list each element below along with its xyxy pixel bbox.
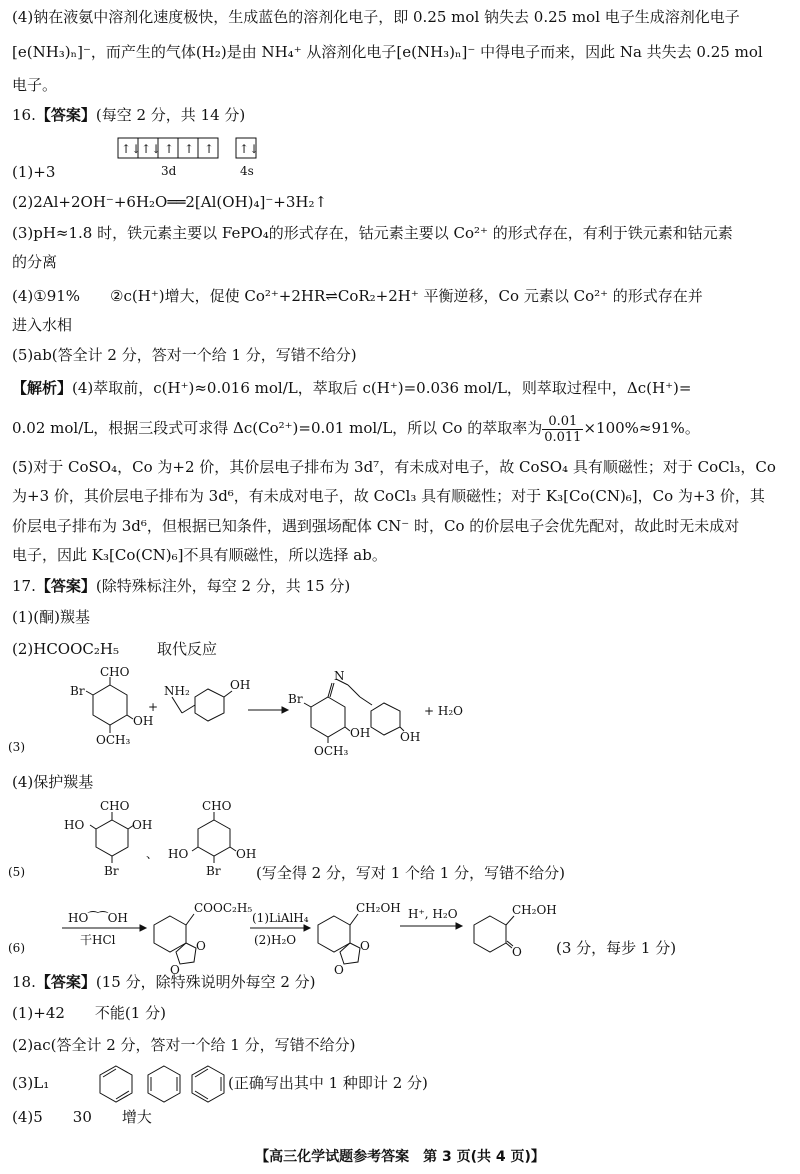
n-label: N: [334, 669, 345, 683]
q17-6-label: (6): [8, 941, 25, 955]
separator: 、: [146, 847, 159, 861]
reagent-lialh4: (1)LiAlH₄: [252, 911, 309, 925]
o-label: O: [196, 939, 206, 953]
step3-arrow: [400, 923, 462, 929]
reagent-water: (2)H₂O: [254, 933, 297, 947]
cyclohexadiene-ring: [100, 1066, 132, 1102]
orbital-3d-arrow: ↑: [184, 142, 195, 156]
oh-label: OH: [236, 847, 257, 861]
q16-p1: (1)+3: [12, 163, 56, 181]
oh-label: OH: [400, 730, 421, 744]
q17-answer-tag: 【答案】: [35, 577, 96, 595]
q16-analysis-text: (4)萃取前，c(H⁺)≈0.016 mol/L，萃取后 c(H⁺)=0.036 mol/L，则萃取过程中，Δc(H⁺)=: [72, 379, 692, 397]
oh-label: OH: [133, 714, 154, 728]
q17-header: [12, 575, 350, 597]
o-label: O: [170, 963, 180, 977]
isomer-2: [192, 812, 236, 863]
reagent-acid-water: H⁺, H₂O: [408, 907, 458, 921]
q16-p5: (5)ab(答全计 2 分，答对一个给 1 分，写错不给分): [12, 346, 357, 364]
q16-p4b: 进入水相: [12, 316, 73, 334]
orbital-3d-arrow: ↑: [164, 142, 175, 156]
q18-p4-b: 30: [72, 1108, 92, 1126]
o-label: O: [334, 963, 344, 977]
q17-p4: (4)保护羰基: [12, 773, 94, 791]
o-label: O: [360, 939, 370, 953]
oh-label: OH: [230, 678, 251, 692]
orbital-3d-arrow: ↑: [204, 142, 215, 156]
och3-label: OCH₃: [96, 733, 131, 747]
q16-analysis-line1: [12, 377, 691, 399]
q17-3-label: (3): [8, 740, 25, 754]
orbital-4s-arrow: ↑↓: [239, 142, 260, 156]
q18-number: 18.: [12, 973, 36, 991]
q18-p4-c: 增大: [121, 1108, 152, 1126]
q18-p2: (2)ac(答全计 2 分，答对一个给 1 分，写错不给分): [12, 1036, 356, 1054]
q15-4-line1: (4)钠在液氨中溶剂化速度极快，生成蓝色的溶剂化电子，即 0.25 mol 钠失去 0.25 mol 电子生成溶剂化电子: [12, 8, 740, 26]
q16-p4a: (4)①91% ②c(H⁺)增大，促使 Co²⁺+2HR⇌CoR₂+2H⁺ 平衡逆移，Co 元素以 Co²⁺ 的形式存在并: [12, 287, 703, 305]
q16-analysis-line3: (5)对于 CoSO₄，Co 为+2 价，其价层电子排布为 3d⁷，有未成对电子，故 CoSO₄ 具有顺磁性；对于 CoCl₃，Co: [12, 458, 776, 476]
cho-label: CHO: [100, 665, 130, 679]
reagent-dry-hcl: 干HCl: [80, 933, 116, 947]
q15-4-line2: [e(NH₃)ₙ]⁻，而产生的气体(H₂)是由 NH₄⁺ 从溶剂化电子[e(NH₃)ₙ]⁻ 中得电子而来，因此 Na 共失去 0.25 mol: [12, 43, 763, 61]
orbital-diagram: [0, 0, 800, 200]
nh2-label: NH₂: [164, 684, 190, 698]
oh-label: OH: [350, 726, 371, 740]
q17-header-text: (除特殊标注外，每空 2 分，共 15 分): [95, 577, 351, 595]
q16-analysis-text: ×100%≈91%。: [583, 419, 700, 437]
q17-number: 17.: [12, 577, 36, 595]
q16-number: 16.: [12, 106, 36, 124]
cho-label: CHO: [100, 799, 130, 813]
q18-p4-a: (4)5: [12, 1108, 43, 1126]
extraction-rate-fraction: [542, 414, 583, 445]
q17-5-label: (5): [8, 865, 25, 879]
fraction-denominator: 0.011: [544, 429, 582, 445]
br-label: Br: [206, 864, 221, 878]
orbital-4s-label: 4s: [240, 164, 254, 178]
ho-label: HO: [168, 847, 189, 861]
q17-p2-formula: (2)HCOOC₂H₅: [12, 640, 119, 658]
water-label: + H₂O: [424, 704, 463, 718]
intermediate-ester-ketal: [154, 914, 196, 964]
q18-p1: [12, 1002, 166, 1024]
orbital-3d-label: 3d: [161, 164, 177, 178]
q16-analysis-tag: 【解析】: [12, 379, 73, 397]
ch2oh-label: CH₂OH: [512, 903, 557, 917]
plus-sign: +: [148, 700, 159, 714]
q16-analysis-text: 0.02 mol/L，根据三段式可求得 Δc(Co²⁺)=0.01 mol/L，所以 Co 的萃取率为: [12, 419, 543, 437]
q16-analysis-line4: 为+3 价，其价层电子排布为 3d⁶，有未成对电子，故 CoCl₃ 具有顺磁性；对于 K₃[Co(CN)₆]，Co 为+3 价，其: [12, 487, 765, 505]
q17-p1: (1)(酮)羰基: [12, 608, 90, 626]
q18-header: [12, 971, 316, 993]
ho-label: HO: [64, 818, 85, 832]
orbital-3d-arrow: ↑↓: [141, 142, 162, 156]
benzene-ring: [192, 1066, 224, 1102]
q17-3-reaction-scheme: [0, 665, 800, 765]
step2-arrow: [250, 925, 310, 931]
fraction-numerator: 0.01: [542, 414, 583, 430]
q18-answer-tag: 【答案】: [35, 973, 96, 991]
q15-4-line3: 电子。: [12, 76, 58, 94]
q17-6-note: (3 分，每步 1 分): [556, 939, 677, 957]
q16-p3b: 的分离: [12, 253, 58, 271]
step1-arrow: [62, 925, 146, 931]
intermediate-alcohol-ketal: [318, 914, 360, 964]
isomer-1: [90, 812, 134, 863]
q18-p1-answer: 不能(1 分): [94, 1004, 166, 1022]
q18-header-text: (15 分，除特殊说明外每空 2 分): [95, 973, 316, 991]
q18-p4: [12, 1106, 152, 1128]
page-footer: 【高三化学试题参考答案 第 3 页(共 4 页)】: [255, 1149, 545, 1165]
q16-analysis-line6: 电子，因此 K₃[Co(CN)₆]不具有顺磁性，所以选择 ab。: [12, 546, 387, 564]
ch2oh-label: CH₂OH: [356, 901, 401, 915]
q16-analysis-line5: 价层电子排布为 3d⁶，但根据已知条件，遇到强场配体 CN⁻ 时，Co 的价层电子会优先配对，故此时无未成对: [12, 517, 740, 535]
q18-p3-label: (3)L₁: [12, 1074, 50, 1092]
o-label: O: [512, 945, 522, 959]
oh-label: OH: [132, 818, 153, 832]
q16-analysis-line2: [12, 410, 700, 446]
reaction-arrow: [248, 707, 288, 713]
q18-p3-note: (正确写出其中 1 种即计 2 分): [228, 1074, 428, 1092]
reactant-aldehyde: [86, 677, 133, 733]
q16-answer-tag: 【答案】: [35, 106, 96, 124]
q16-p3a: (3)pH≈1.8 时，铁元素主要以 FePO₄的形式存在，钴元素主要以 Co²⁺ 的形式存在，有利于铁元素和钴元素: [12, 224, 733, 242]
q17-5-note: (写全得 2 分，写对 1 个给 1 分，写错不给分): [256, 864, 565, 882]
reagent-ethylene-glycol: HO⁀⁀OH: [68, 911, 128, 925]
br-label: Br: [104, 864, 119, 878]
och3-label: OCH₃: [314, 744, 349, 758]
q17-p2: [12, 638, 217, 660]
cho-label: CHO: [202, 799, 232, 813]
orbital-3d-arrow: ↑↓: [121, 142, 142, 156]
q16-header-text: (每空 2 分，共 14 分): [95, 106, 246, 124]
q17-p2-reaction-type: 取代反应: [157, 640, 218, 658]
product-hydroxymethyl-cyclohexanone: [474, 916, 514, 952]
cyclohexadiene-ring: [148, 1066, 180, 1102]
br-label: Br: [288, 692, 303, 706]
br-label: Br: [70, 684, 85, 698]
q16-p2: (2)2Al+2OH⁻+6H₂O══2[Al(OH)₄]⁻+3H₂↑: [12, 193, 328, 211]
q18-p1-value: (1)+42: [12, 1004, 65, 1022]
cooc2h5-label: COOC₂H₅: [194, 901, 253, 915]
